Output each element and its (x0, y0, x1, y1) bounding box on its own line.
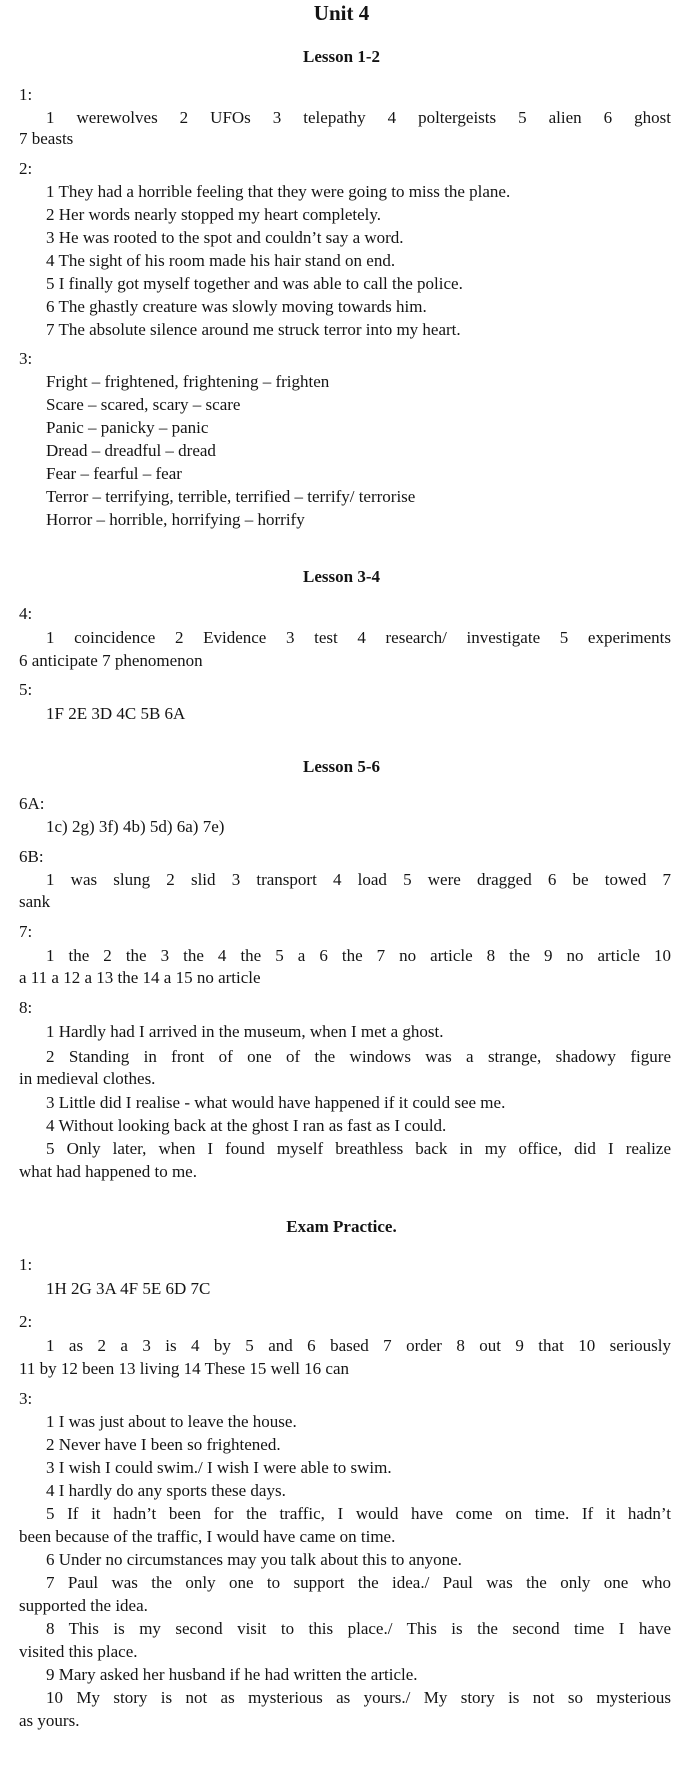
exercise-label: 7: (19, 922, 33, 941)
answer-line: Dread – dreadful – dread (46, 441, 216, 460)
answer-line: Fright – frightened, frightening – frighten (46, 372, 330, 391)
exercise-label: 2: (19, 159, 33, 178)
answer-line: 1 I was just about to leave the house. (46, 1412, 297, 1431)
lesson-5-6-title: Lesson 5-6 (303, 757, 380, 776)
answer-line: 7 The absolute silence around me struck terror into my heart. (46, 320, 461, 339)
answer-line: 1 werewolves 2 UFOs 3 telepathy 4 poltergeists 5 alien 6 ghost (46, 108, 671, 127)
answer-line: Panic – panicky – panic (46, 418, 209, 437)
answer-line: 8 This is my second visit to this place./ This is the second time I have (46, 1619, 671, 1638)
answer-line: sank (19, 892, 51, 911)
exercise-label: 4: (19, 604, 33, 623)
answer-line: 1 Hardly had I arrived in the museum, when I met a ghost. (46, 1022, 444, 1041)
answer-line: 3 He was rooted to the spot and couldn’t say a word. (46, 228, 404, 247)
answer-line: 10 My story is not as mysterious as yours./ My story is not so mysterious (46, 1688, 671, 1707)
answer-line: Scare – scared, scary – scare (46, 395, 241, 414)
lesson-3-4-title: Lesson 3-4 (303, 567, 380, 586)
answer-line: 1 They had a horrible feeling that they were going to miss the plane. (46, 182, 511, 201)
answer-line: 3 I wish I could swim./ I wish I were able to swim. (46, 1458, 392, 1477)
answer-line: 9 Mary asked her husband if he had written the article. (46, 1665, 418, 1684)
exercise-label: 8: (19, 998, 33, 1017)
answer-line: 5 I finally got myself together and was able to call the police. (46, 274, 463, 293)
answer-line: 6 Under no circumstances may you talk about this to anyone. (46, 1550, 462, 1569)
answer-line: been because of the traffic, I would have came on time. (19, 1527, 396, 1546)
answer-line: 1F 2E 3D 4C 5B 6A (46, 704, 186, 723)
answer-line: 2 Her words nearly stopped my heart completely. (46, 205, 382, 224)
answer-line: in medieval clothes. (19, 1069, 156, 1088)
answer-line: 7 beasts (19, 129, 74, 148)
exercise-label: 1: (19, 1255, 33, 1274)
exercise-label: 1: (19, 85, 33, 104)
answer-line: what had happened to me. (19, 1162, 197, 1181)
answer-line: 3 Little did I realise - what would have happened if it could see me. (46, 1093, 506, 1112)
answer-line: 6 anticipate 7 phenomenon (19, 651, 203, 670)
answer-line: Terror – terrifying, terrible, terrified – terrify/ terrorise (46, 487, 416, 506)
answer-line: visited this place. (19, 1642, 138, 1661)
answer-line: Fear – fearful – fear (46, 464, 182, 483)
answer-line: 2 Standing in front of one of the windows was a strange, shadowy figure (46, 1047, 671, 1066)
answer-line: 1 the 2 the 3 the 4 the 5 a 6 the 7 no article 8 the 9 no article 10 (46, 946, 671, 965)
answer-line: 11 by 12 been 13 living 14 These 15 well 16 can (19, 1359, 350, 1378)
unit-title: Unit 4 (313, 1, 370, 25)
answer-line: 1 coincidence 2 Evidence 3 test 4 research/ investigate 5 experiments (46, 628, 671, 647)
exercise-label: 3: (19, 1389, 33, 1408)
answer-line: 1 as 2 a 3 is 4 by 5 and 6 based 7 order 8 out 9 that 10 seriously (46, 1336, 671, 1355)
exam-practice-title: Exam Practice. (286, 1217, 397, 1236)
answer-line: 4 The sight of his room made his hair stand on end. (46, 251, 396, 270)
exercise-label: 2: (19, 1312, 33, 1331)
answer-line: 4 I hardly do any sports these days. (46, 1481, 286, 1500)
answer-line: 2 Never have I been so frightened. (46, 1435, 281, 1454)
exercise-label: 5: (19, 680, 33, 699)
exercise-label: 6A: (19, 794, 45, 813)
answer-line: 7 Paul was the only one to support the idea./ Paul was the only one who (46, 1573, 671, 1592)
lesson-1-2-title: Lesson 1-2 (303, 47, 380, 66)
answer-line: supported the idea. (19, 1596, 148, 1615)
exercise-label: 6B: (19, 847, 44, 866)
answer-line: 6 The ghastly creature was slowly moving towards him. (46, 297, 427, 316)
answer-line: 1c) 2g) 3f) 4b) 5d) 6a) 7e) (46, 817, 225, 836)
answer-line: Horror – horrible, horrifying – horrify (46, 510, 305, 529)
answer-line: as yours. (19, 1711, 80, 1730)
answer-line: 1H 2G 3A 4F 5E 6D 7C (46, 1279, 211, 1298)
exercise-label: 3: (19, 349, 33, 368)
answer-line: 4 Without looking back at the ghost I ran as fast as I could. (46, 1116, 447, 1135)
answer-line: 5 Only later, when I found myself breathless back in my office, did I realize (46, 1139, 671, 1158)
answer-line: 1 was slung 2 slid 3 transport 4 load 5 were dragged 6 be towed 7 (46, 870, 671, 889)
answer-line: 5 If it hadn’t been for the traffic, I would have come on time. If it hadn’t (46, 1504, 671, 1523)
answer-line: a 11 a 12 a 13 the 14 a 15 no article (19, 968, 261, 987)
